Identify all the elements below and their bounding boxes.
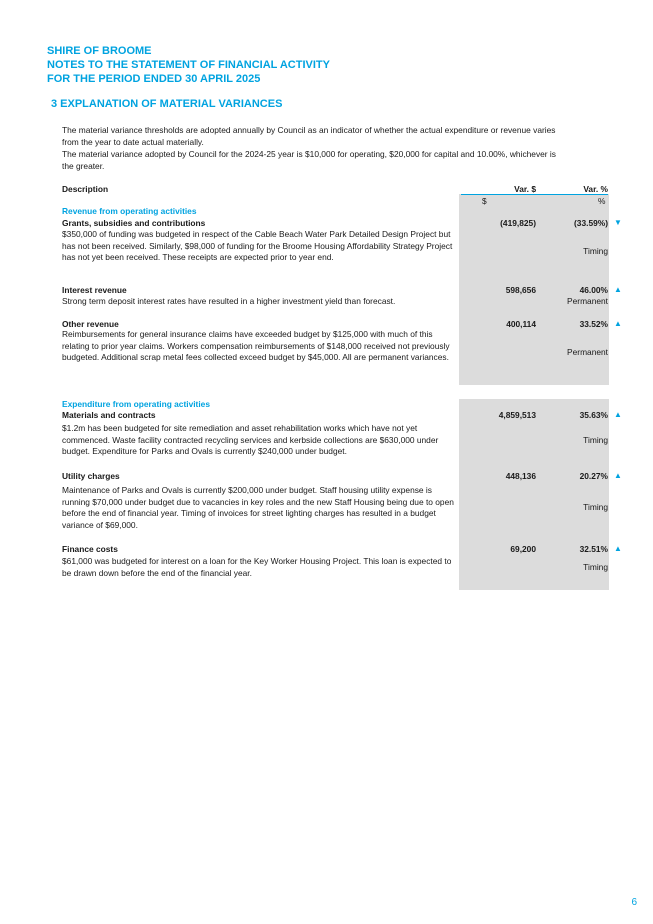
header-rule bbox=[461, 194, 608, 195]
variance-percent: 35.63% bbox=[579, 410, 608, 420]
variance-class: Timing bbox=[583, 562, 608, 572]
variance-explanation: Maintenance of Parks and Ovals is currently $200,000 under budget. Staff housing utility expense is running $70,000 under budget due to vacancies in key roles and the new Staff Housing being due to open before the end of financial year. Timing of invoices for street lighting charges has resulted in a budget variance of $69,000. bbox=[62, 485, 454, 530]
arrow-up-icon: ▲ bbox=[614, 285, 622, 294]
variance-label: Materials and contracts bbox=[62, 410, 156, 420]
header-line-1: SHIRE OF BROOME bbox=[47, 45, 152, 57]
arrow-up-icon: ▲ bbox=[614, 544, 622, 553]
variance-explanation: $1.2m has been budgeted for site remediation and asset rehabilitation works which have not yet commenced. Waste facility contracted recycling services and kerbside collections are $630,000 under budget. Expenditure for Parks and Ovals is currently $240,000 under budget. bbox=[62, 423, 439, 456]
arrow-up-icon: ▲ bbox=[614, 319, 622, 328]
variance-explanation: Reimbursements for general insurance claims have exceeded budget by $125,000 with much of this relating to prior year claims. Workers compensation reimbursements of $148,000 received not previously budgeted. Additional scrap metal fees collected exceed budget by $45,000. All are permanent variances. bbox=[62, 329, 450, 362]
page-number: 6 bbox=[631, 897, 637, 908]
variance-label: Finance costs bbox=[62, 544, 118, 554]
variance-percent: 32.51% bbox=[579, 544, 608, 554]
variance-class: Timing bbox=[583, 435, 608, 445]
variance-label: Other revenue bbox=[62, 319, 119, 329]
description-header: Description bbox=[62, 184, 109, 194]
expenditure-heading: Expenditure from operating activities bbox=[62, 399, 210, 409]
variance-amount: 400,114 bbox=[506, 319, 536, 329]
var-pct-header: Var. % bbox=[583, 184, 608, 194]
unit-pct: % bbox=[598, 196, 606, 206]
variance-percent: (33.59%) bbox=[574, 218, 608, 228]
variance-class: Timing bbox=[583, 502, 608, 512]
variance-amount: (419,825) bbox=[500, 218, 536, 228]
variance-explanation: $61,000 was budgeted for interest on a loan for the Key Worker Housing Project. This loan is expected to be drawn down before the end of the financial year. bbox=[62, 556, 452, 578]
variance-amount: 4,859,513 bbox=[498, 410, 536, 420]
variance-percent: 33.52% bbox=[579, 319, 608, 329]
variance-label: Grants, subsidies and contributions bbox=[62, 218, 206, 228]
var-amount-header: Var. $ bbox=[514, 184, 536, 194]
variance-label: Interest revenue bbox=[62, 285, 127, 295]
intro-paragraph-1: The material variance thresholds are adopted annually by Council as an indicator of whether the actual expenditure or revenue varies from the year to date actual materially. bbox=[62, 125, 556, 147]
variance-explanation: $350,000 of funding was budgeted in respect of the Cable Beach Water Park Detailed Design Project but has not been received. Similarly, $98,000 of funding for the Broome Housing Affordability Strategy Project has not yet been received. These receipts are expected prior to year end. bbox=[62, 229, 453, 262]
variance-class: Permanent bbox=[567, 296, 608, 306]
variance-amount: 598,656 bbox=[505, 285, 536, 295]
revenue-heading: Revenue from operating activities bbox=[62, 206, 197, 216]
section-title: 3 EXPLANATION OF MATERIAL VARIANCES bbox=[51, 98, 283, 110]
arrow-up-icon: ▲ bbox=[614, 410, 622, 419]
variance-label: Utility charges bbox=[62, 471, 120, 481]
intro-text bbox=[62, 124, 562, 172]
report-header bbox=[47, 44, 330, 86]
variance-class: Permanent bbox=[567, 347, 608, 357]
header-line-3: FOR THE PERIOD ENDED 30 APRIL 2025 bbox=[47, 73, 261, 85]
variance-percent: 46.00% bbox=[579, 285, 608, 295]
variance-percent: 20.27% bbox=[579, 471, 608, 481]
variance-amount: 448,136 bbox=[505, 471, 536, 481]
variance-class: Timing bbox=[583, 246, 608, 256]
unit-amount: $ bbox=[482, 196, 487, 206]
arrow-down-icon: ▼ bbox=[614, 218, 622, 227]
variance-explanation: Strong term deposit interest rates have resulted in a higher investment yield than forecast. bbox=[62, 296, 396, 306]
variance-amount: 69,200 bbox=[510, 544, 536, 554]
intro-paragraph-2: The material variance adopted by Council for the 2024-25 year is $10,000 for operating, $20,000 for capital and 10.00%, whichever is the greater. bbox=[62, 149, 556, 171]
arrow-up-icon: ▲ bbox=[614, 471, 622, 480]
header-line-2: NOTES TO THE STATEMENT OF FINANCIAL ACTIVITY bbox=[47, 59, 330, 71]
